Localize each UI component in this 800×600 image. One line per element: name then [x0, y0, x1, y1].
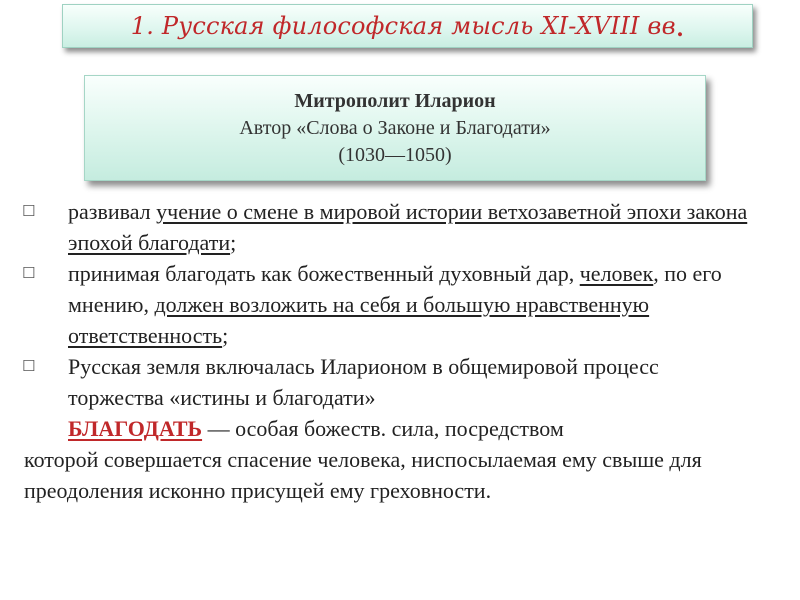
author-box [84, 75, 706, 181]
title-banner [62, 4, 753, 48]
bullet-underlined-text: учение о смене в мировой истории ветхозаветной эпохи закона эпохой благодати [68, 199, 748, 255]
author-name: Митрополит Иларион [294, 89, 496, 112]
definition-text: — особая божеств. сила, посредством [202, 416, 564, 441]
bullet-text: ; [222, 323, 229, 348]
slide-content [0, 196, 800, 506]
title-dot: . [675, 7, 685, 44]
definition-paragraph [0, 413, 724, 506]
author-years: (1030—1050) [338, 143, 452, 166]
bullet-item-3 [0, 351, 758, 413]
checkbox-bullet-icon: ☐ [22, 357, 36, 375]
definition-first-line [24, 413, 724, 444]
definition-continuation: которой совершается спасение человека, ниспосылаемая ему свыше для преодоления исконно присущей ему греховности. [24, 447, 702, 503]
bullet-underlined-text: человек [579, 261, 654, 286]
bullet-text: , по его мнению, [68, 261, 722, 317]
checkbox-bullet-icon: ☐ [22, 264, 36, 282]
bullet-text: развивал [68, 199, 157, 224]
definition-term: БЛАГОДАТЬ [68, 416, 203, 441]
author-work: Автор «Слова о Законе и Благодати» [239, 116, 551, 139]
checkbox-bullet-icon: ☐ [22, 202, 36, 220]
slide-title: 1. Русская философская мысль XI-XVIII вв [130, 12, 676, 40]
bullet-text: принимая благодать как божественный духовный дар, [68, 261, 580, 286]
bullet-underlined-text: должен возложить на себя и большую нравственную ответственность [68, 292, 650, 348]
bullet-text: ; [230, 230, 237, 255]
bullet-text: Русская земля включалась Иларионом в общемировой процесс торжества «истины и благодати» [68, 354, 659, 410]
bullet-item-2 [0, 258, 758, 351]
bullet-item-1 [0, 196, 758, 258]
